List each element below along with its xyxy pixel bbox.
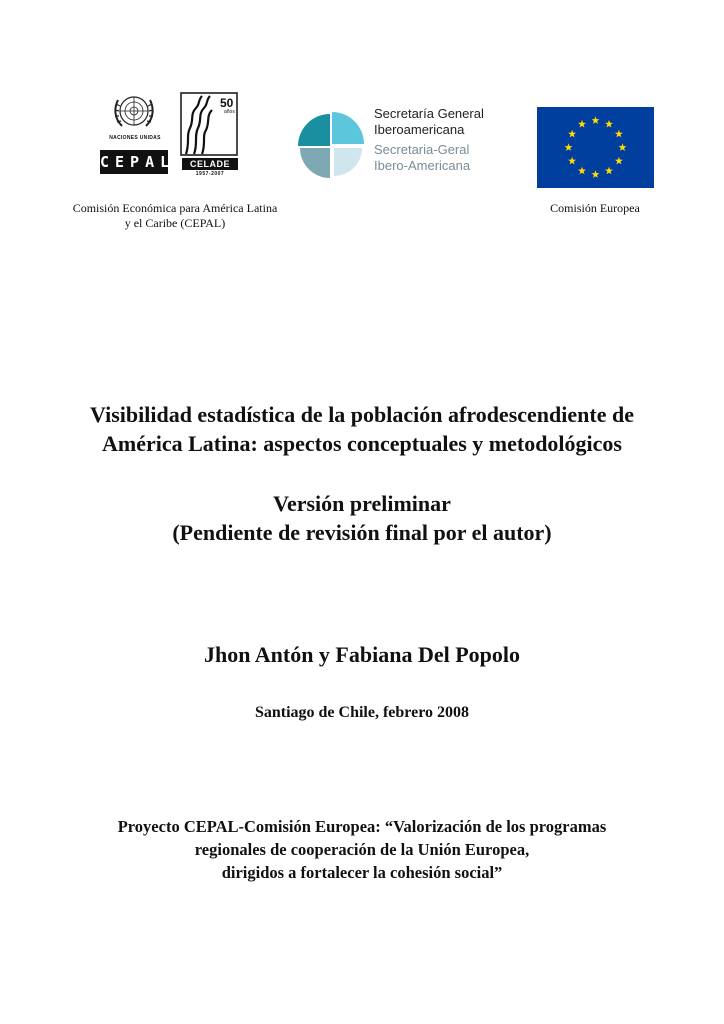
document-title-line1: Visibilidad estadística de la población afrodescendiente de: [90, 402, 634, 427]
eu-star: [619, 143, 627, 151]
cepal-wordmark: CEPAL: [100, 150, 168, 174]
eu-star: [605, 167, 613, 175]
eu-star: [578, 167, 586, 175]
segib-name-line2: Iberoamericana: [374, 122, 465, 137]
eu-star: [615, 130, 623, 138]
segib-name-line1: Secretaría General: [374, 106, 484, 121]
eu-star: [568, 130, 576, 138]
version-note: (Pendiente de revisión final por el autor): [172, 520, 552, 545]
eu-star: [592, 116, 600, 124]
eu-star: [605, 120, 613, 128]
celade-logo: [180, 92, 238, 184]
un-name: NACIONES UNIDAS: [109, 135, 161, 141]
un-emblem-icon: [112, 92, 156, 132]
cepal-caption-line1: Comisión Económica para América Latina: [72, 201, 278, 215]
eu-flag-icon: [537, 107, 654, 188]
eu-star: [592, 170, 600, 178]
document-title-line2: América Latina: aspectos conceptuales y metodológicos: [102, 431, 622, 456]
eu-star: [578, 120, 586, 128]
segib-name-line4: Ibero-Americana: [374, 158, 471, 173]
cepal-caption: [50, 201, 300, 231]
cepal-caption-line2: y el Caribe (CEPAL): [124, 216, 226, 230]
celade-years-word: años: [224, 109, 235, 115]
place-date: Santiago de Chile, febrero 2008: [254, 704, 470, 721]
celade-period: 1957-2007: [195, 171, 225, 177]
celade-years-badge: 50: [220, 96, 234, 110]
project-line2: regionales de cooperación de la Unión Europea,: [194, 840, 530, 859]
eu-star: [568, 157, 576, 165]
project-line1: Proyecto CEPAL-Comisión Europea: “Valorización de los programas: [117, 817, 607, 836]
eu-star: [615, 157, 623, 165]
segib-name-line3: Secretaria-Geral: [374, 142, 470, 157]
project-line3: dirigidos a fortalecer la cohesión social”: [221, 863, 503, 882]
segib-mark-icon: [296, 108, 366, 180]
eu-star: [565, 143, 573, 151]
authors: Jhon Antón y Fabiana Del Popolo: [203, 642, 520, 667]
eu-caption: Comisión Europea: [550, 201, 640, 215]
segib-logo: [296, 104, 496, 184]
version-label: Versión preliminar: [273, 491, 451, 516]
celade-wordmark: CELADE: [182, 158, 238, 170]
cepal-logo: [100, 92, 176, 184]
